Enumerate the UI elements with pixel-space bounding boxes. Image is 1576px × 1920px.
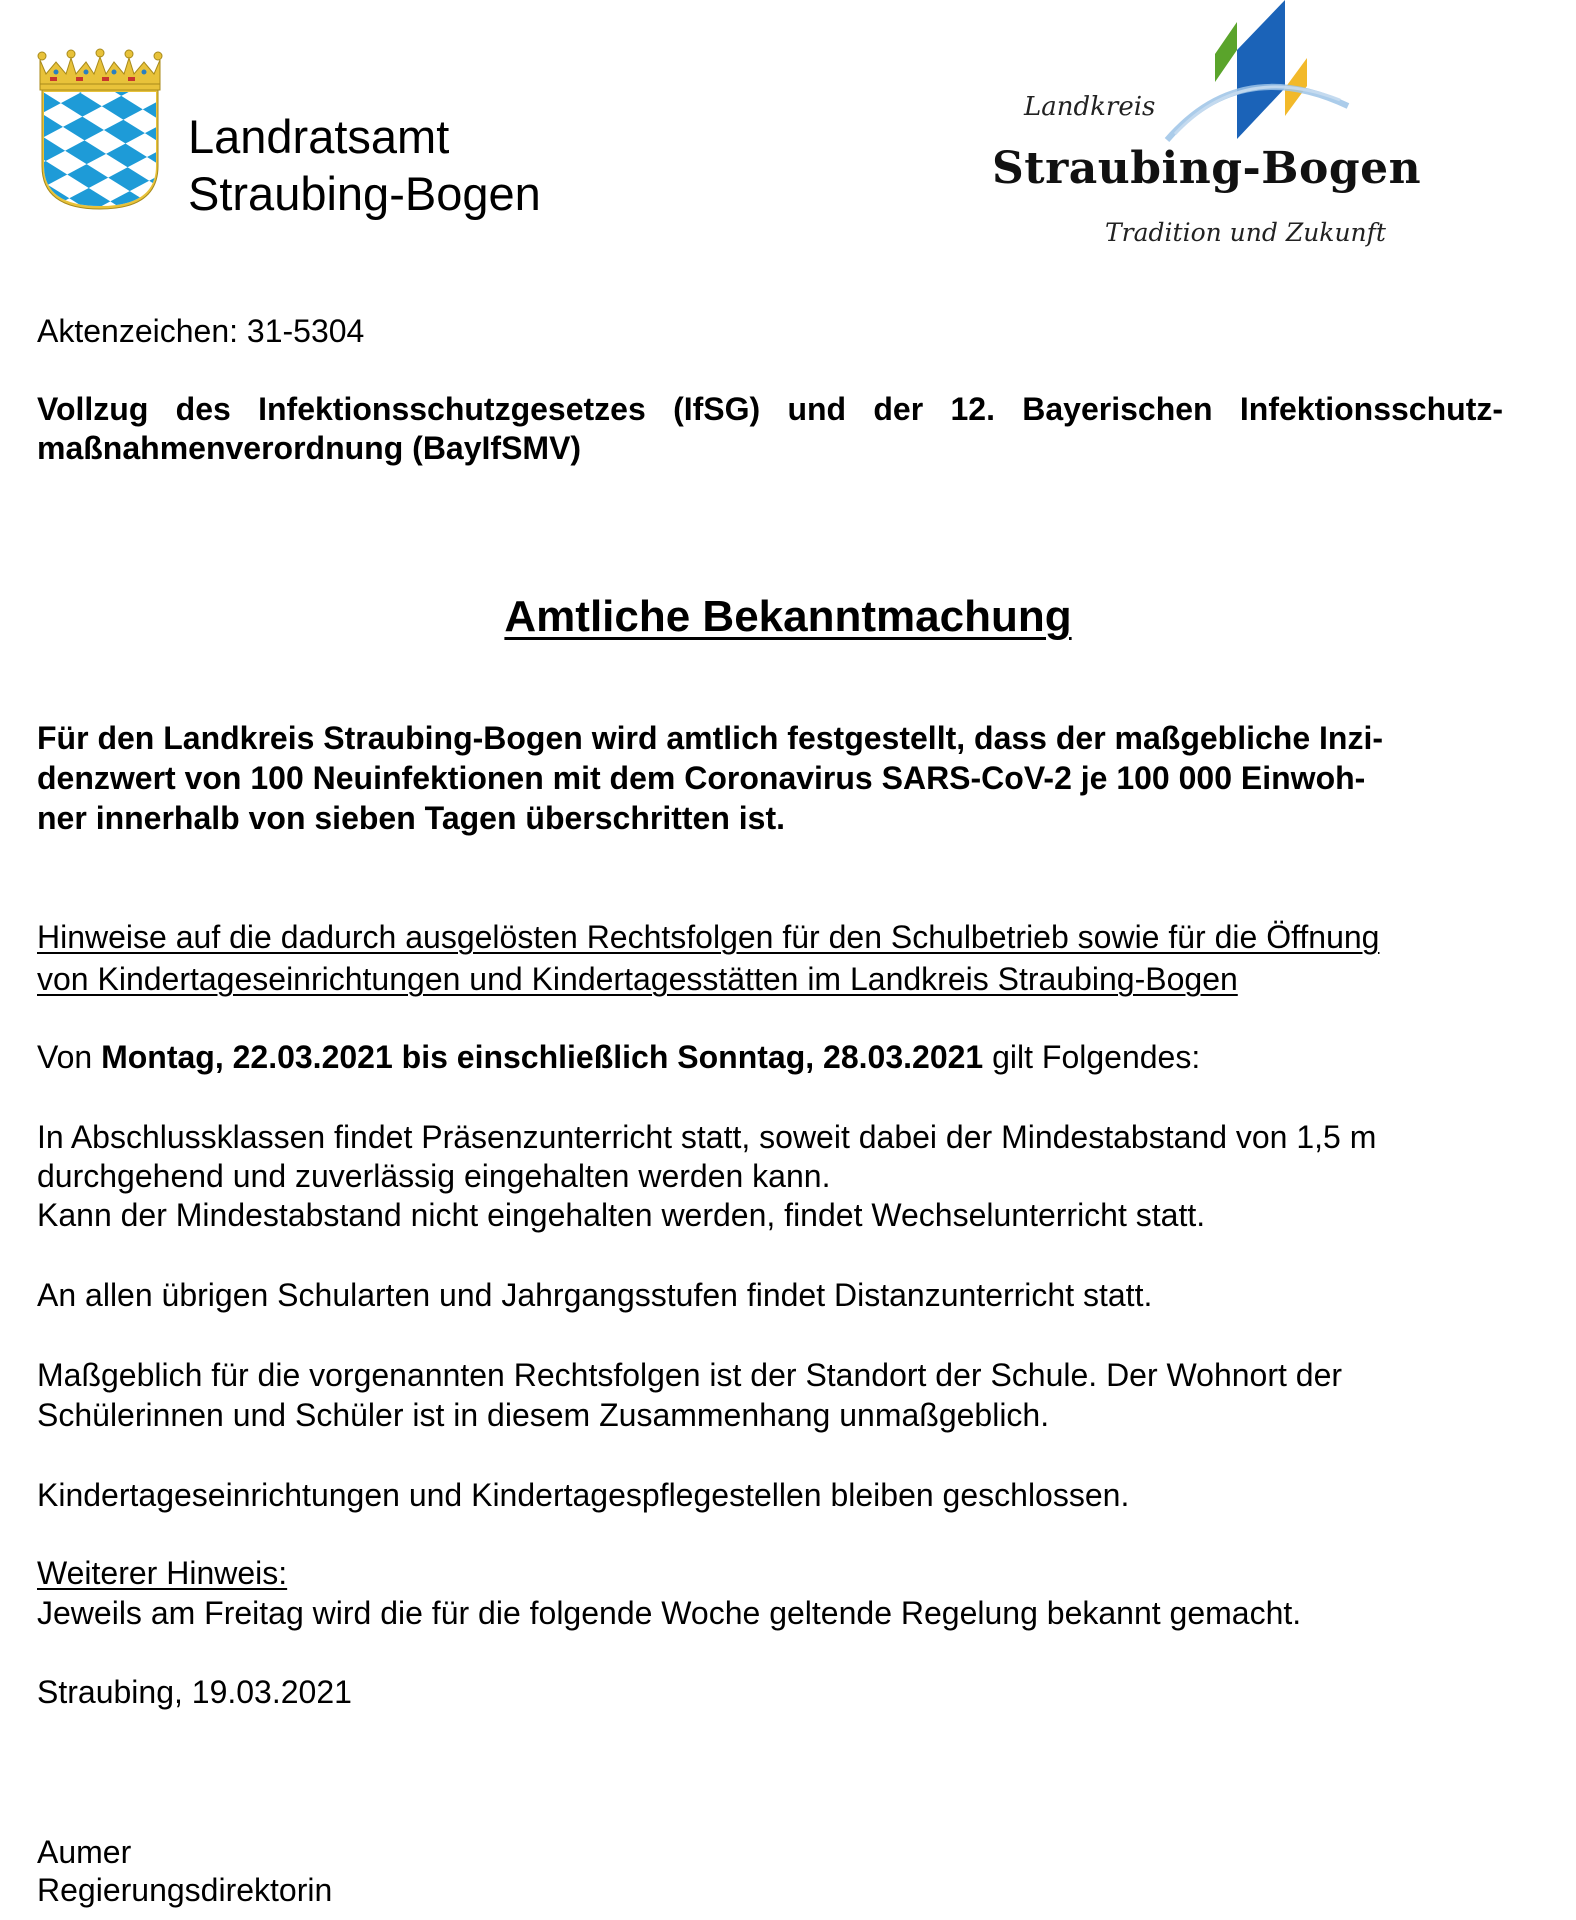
logo-top-text: Landkreis — [1024, 92, 1156, 122]
determination-line-2: denzwert von 100 Neuinfektionen mit dem Coronavirus SARS-CoV-2 je 100 000 Einwoh- — [37, 760, 1366, 796]
final-classes-line-1: In Abschlussklassen findet Präsenzunterricht statt, soweit dabei der Mindestabstand von 1,5 m — [37, 1119, 1377, 1155]
place-date: Straubing, 19.03.2021 — [37, 1674, 352, 1710]
signatory-title: Regierungsdirektorin — [37, 1872, 333, 1908]
notice-heading-text-1: Hinweise auf die dadurch ausgelösten Rechtsfolgen für den Schulbetrieb sowie für die Öffnung — [37, 919, 1380, 955]
notice-heading-line-1 — [37, 917, 1379, 957]
other-schools-text: An allen übrigen Schularten und Jahrgangsstufen findet Distanzunterricht statt. — [37, 1277, 1153, 1313]
subject-line-1: Vollzug des Infektionsschutzgesetzes (IfSG) und der 12. Bayerischen Infektionsschutz- — [37, 391, 1503, 427]
authority-name — [188, 108, 541, 222]
validity-prefix: Von — [37, 1039, 102, 1075]
validity-suffix: gilt Folgendes: — [983, 1039, 1201, 1075]
final-classes-line-2: durchgehend und zuverlässig eingehalten werden kann. — [37, 1158, 831, 1194]
notice-heading-line-2 — [37, 959, 1238, 999]
daycare-text: Kindertageseinrichtungen und Kindertagespflegestellen bleiben geschlossen. — [37, 1477, 1130, 1513]
bavarian-coat-of-arms-icon — [36, 48, 164, 212]
determination-line-3: ner innerhalb von sieben Tagen überschritten ist. — [37, 800, 785, 836]
authority-line-1: Landratsamt — [188, 110, 450, 163]
authority-line-2: Straubing-Bogen — [188, 167, 541, 220]
page-title — [0, 592, 1576, 641]
coat-of-arms — [36, 48, 164, 212]
district-logo — [980, 0, 1420, 260]
determination-line-1: Für den Landkreis Straubing-Bogen wird amtlich festgestellt, dass der maßgebliche Inzi- — [37, 720, 1384, 756]
signatory-name: Aumer — [37, 1834, 132, 1870]
validity-dates: Montag, 22.03.2021 bis einschließlich Sonntag, 28.03.2021 — [101, 1039, 984, 1075]
subject-line-2: maßnahmenverordnung (BayIfSMV) — [37, 430, 582, 466]
district-logo-graphic-icon — [980, 0, 1420, 150]
reference-number: Aktenzeichen: 31-5304 — [37, 313, 365, 349]
location-line-1: Maßgeblich für die vorgenannten Rechtsfolgen ist der Standort der Schule. Der Wohnort der — [37, 1357, 1343, 1393]
final-classes-line-3: Kann der Mindestabstand nicht eingehalten werden, findet Wechselunterricht statt. — [37, 1197, 1206, 1233]
further-note-text: Jeweils am Freitag wird die für die folgende Woche geltende Regelung bekannt gemacht. — [37, 1595, 1302, 1631]
further-note-heading — [37, 1553, 287, 1593]
validity-period — [37, 1037, 1200, 1077]
notice-heading-text-2: von Kindertageseinrichtungen und Kindertagesstätten im Landkreis Straubing-Bogen — [37, 961, 1238, 997]
page-title-text: Amtliche Bekanntmachung — [504, 592, 1072, 641]
further-note-heading-text: Weiterer Hinweis: — [37, 1555, 288, 1591]
logo-name: Straubing-Bogen — [992, 143, 1422, 194]
location-line-2: Schülerinnen und Schüler ist in diesem Zusammenhang unmaßgeblich. — [37, 1397, 1050, 1433]
logo-tagline: Tradition und Zukunft — [1105, 218, 1386, 247]
